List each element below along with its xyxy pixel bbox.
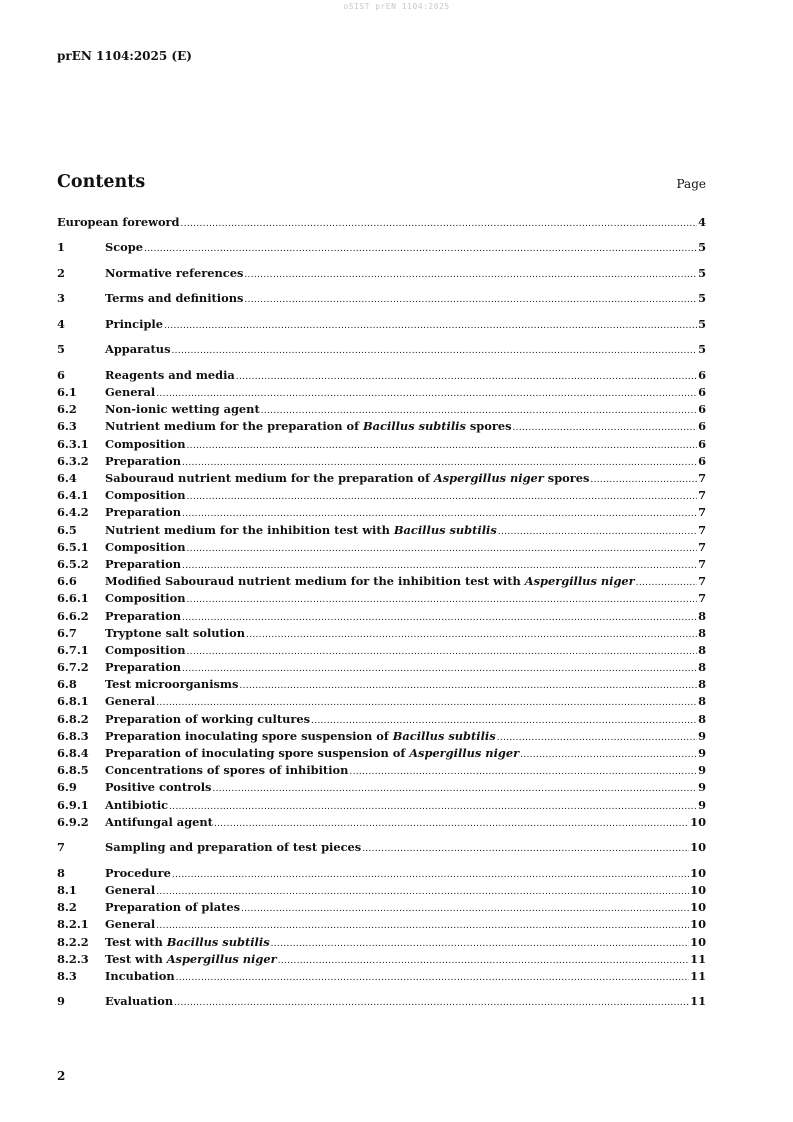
toc-entry-number: 6.3.2 xyxy=(57,453,89,468)
toc-title-text: General xyxy=(105,882,156,897)
toc-title-text: Composition xyxy=(105,539,186,554)
toc-entry[interactable] xyxy=(57,368,706,385)
toc-entry-title xyxy=(105,994,173,1008)
toc-entry[interactable] xyxy=(57,643,706,660)
contents-heading: Contents xyxy=(57,172,146,192)
toc-entry-title xyxy=(105,729,496,743)
toc-title-text: Nutrient medium for the preparation of xyxy=(105,419,363,434)
toc-entry-page: 8 xyxy=(698,642,706,657)
toc-title-text: General xyxy=(105,694,156,709)
toc-entry-title xyxy=(105,815,213,829)
toc-entry[interactable] xyxy=(57,342,706,359)
toc-entry[interactable] xyxy=(57,385,706,402)
toc-leader-dots xyxy=(497,729,697,743)
toc-entry-page: 7 xyxy=(698,505,706,520)
toc-leader-dots xyxy=(349,763,697,777)
toc-entry-page: 10 xyxy=(690,814,706,829)
toc-leader-dots xyxy=(187,488,698,502)
toc-entry[interactable] xyxy=(57,729,706,746)
toc-entry-title xyxy=(105,574,635,588)
toc-leader-dots xyxy=(172,342,698,356)
toc-entry-page: 8 xyxy=(698,711,706,726)
toc-entry-title xyxy=(105,900,240,914)
toc-entry-number: 6.8.2 xyxy=(57,711,89,726)
page-column-label: Page xyxy=(676,177,706,191)
toc-title-text: Scope xyxy=(105,240,143,255)
toc-entry-page: 10 xyxy=(690,917,706,932)
toc-entry[interactable] xyxy=(57,763,706,780)
toc-entry-page: 7 xyxy=(698,522,706,537)
toc-entry-title xyxy=(105,385,155,399)
toc-entry-number: 6.9.1 xyxy=(57,797,89,812)
toc-entry[interactable] xyxy=(57,523,706,540)
toc-entry[interactable] xyxy=(57,694,706,711)
toc-entry[interactable] xyxy=(57,540,706,557)
toc-entry-title xyxy=(105,798,168,812)
toc-entry-number: 8.3 xyxy=(57,968,77,983)
toc-leader-dots xyxy=(590,471,697,485)
toc-entry-title xyxy=(105,626,245,640)
toc-leader-dots xyxy=(187,540,698,554)
toc-title-text: Preparation of plates xyxy=(105,900,241,915)
toc-title-species: Aspergillus niger xyxy=(433,471,544,486)
toc-leader-dots xyxy=(182,660,697,674)
toc-entry-page: 4 xyxy=(698,215,706,229)
toc-leader-dots xyxy=(244,291,697,305)
toc-entry-number: 7 xyxy=(57,840,65,855)
toc-entry[interactable] xyxy=(57,471,706,488)
toc-entry-page: 10 xyxy=(690,934,706,949)
toc-entry[interactable] xyxy=(57,454,706,471)
toc-entry-title xyxy=(105,952,277,966)
toc-entry-number: 6.8.1 xyxy=(57,694,89,709)
toc-entry-number: 6.9 xyxy=(57,780,77,795)
toc-entry-title xyxy=(105,557,181,571)
toc-title-text: Preparation xyxy=(105,556,182,571)
toc-entry-number: 6.6.2 xyxy=(57,608,89,623)
toc-title-text: Concentrations of spores of inhibition xyxy=(105,763,349,778)
toc-title-species: Bacillus subtilis xyxy=(363,419,466,434)
toc-title-text: Tryptone salt solution xyxy=(105,625,246,640)
toc-entry-page: 5 xyxy=(698,265,706,280)
toc-entry-page: 8 xyxy=(698,660,706,675)
toc-leader-dots xyxy=(520,746,697,760)
toc-leader-dots xyxy=(214,815,689,829)
toc-entry-number: 3 xyxy=(57,291,65,306)
toc-leader-dots xyxy=(311,712,697,726)
toc-entry-page: 7 xyxy=(698,556,706,571)
toc-leader-dots xyxy=(172,866,689,880)
toc-leader-dots xyxy=(182,454,697,468)
toc-entry[interactable] xyxy=(57,609,706,626)
toc-leader-dots xyxy=(181,215,698,229)
toc-title-text: Incubation xyxy=(105,968,175,983)
toc-entry-page: 7 xyxy=(698,591,706,606)
toc-entry[interactable] xyxy=(57,798,706,815)
toc-entry[interactable] xyxy=(57,994,706,1011)
toc-title-text: Evaluation xyxy=(105,994,174,1009)
toc-entry-number: 6.6.1 xyxy=(57,591,89,606)
toc-title-text: Preparation xyxy=(105,660,182,675)
toc-leader-dots xyxy=(182,557,697,571)
toc-title-text: Modified Sabouraud nutrient medium for the inhibition test with xyxy=(105,574,525,589)
toc-entry-page: 5 xyxy=(698,342,706,357)
toc-entry-page: 9 xyxy=(698,728,706,743)
toc-entry[interactable] xyxy=(57,215,706,232)
toc-entry[interactable] xyxy=(57,574,706,591)
toc-entry-title xyxy=(105,917,155,931)
toc-entry-title xyxy=(105,840,361,854)
toc-entry-number: 1 xyxy=(57,240,65,255)
toc-leader-dots xyxy=(144,240,697,254)
toc-title-text: Test with xyxy=(105,934,167,949)
toc-entry-title xyxy=(105,763,348,777)
page-number: 2 xyxy=(57,1069,66,1083)
watermark: oSIST prEN 1104:2025 xyxy=(343,2,450,11)
toc-entry-page: 6 xyxy=(698,436,706,451)
toc-entry-number: 8.2.1 xyxy=(57,917,89,932)
toc-entry-page: 5 xyxy=(698,240,706,255)
toc-entry-title xyxy=(105,746,519,760)
toc-entry-number: 8.1 xyxy=(57,882,77,897)
toc-entry-title xyxy=(105,317,163,331)
toc-title-text: Apparatus xyxy=(105,342,171,357)
toc-title-text: Principle xyxy=(105,316,163,331)
toc-entry-page: 5 xyxy=(698,291,706,306)
toc-entry-page: 7 xyxy=(698,574,706,589)
toc-entry[interactable] xyxy=(57,883,706,900)
toc-entry[interactable] xyxy=(57,935,706,952)
toc-title-text: European foreword xyxy=(57,215,180,229)
toc-leader-dots xyxy=(261,402,697,416)
toc-entry[interactable] xyxy=(57,969,706,986)
toc-title-text: Procedure xyxy=(105,865,171,880)
toc-entry[interactable] xyxy=(57,317,706,334)
toc-title-text: Non-ionic wetting agent xyxy=(105,402,260,417)
toc-entry-page: 9 xyxy=(698,780,706,795)
toc-entry-number: 8.2 xyxy=(57,900,77,915)
toc-entry-number: 6.9.2 xyxy=(57,814,89,829)
toc-entry-number: 5 xyxy=(57,342,65,357)
toc-entry-page: 9 xyxy=(698,746,706,761)
toc-entry-page: 7 xyxy=(698,488,706,503)
toc-entry[interactable] xyxy=(57,437,706,454)
toc-entry[interactable] xyxy=(57,780,706,797)
toc-entry-number: 4 xyxy=(57,316,65,331)
toc-entry[interactable] xyxy=(57,840,706,857)
toc-leader-dots xyxy=(362,840,689,854)
toc-entry-number: 6.7 xyxy=(57,625,77,640)
toc-title-species: Bacillus subtilis xyxy=(166,934,270,949)
toc-entry-page: 8 xyxy=(698,625,706,640)
toc-entry[interactable] xyxy=(57,419,706,436)
toc-entry-title xyxy=(105,454,181,468)
toc-leader-dots xyxy=(156,917,689,931)
toc-leader-dots xyxy=(156,694,697,708)
toc-entry-title xyxy=(105,712,310,726)
toc-entry-title xyxy=(57,215,180,229)
toc-title-text: Antifungal agent xyxy=(105,814,213,829)
toc-entry-page: 8 xyxy=(698,608,706,623)
toc-entry-page: 6 xyxy=(698,453,706,468)
toc-entry-number: 6.8 xyxy=(57,677,77,692)
toc-entry-number: 8 xyxy=(57,865,65,880)
toc-entry-page: 5 xyxy=(698,316,706,331)
toc-title-suffix: spores xyxy=(543,471,590,486)
toc-title-text: General xyxy=(105,385,156,400)
toc-entry-number: 6.4 xyxy=(57,471,77,486)
toc-leader-dots xyxy=(187,437,698,451)
toc-title-text: Preparation xyxy=(105,453,182,468)
toc-entry-title xyxy=(105,291,243,305)
toc-entry-number: 6.4.2 xyxy=(57,505,89,520)
toc-leader-dots xyxy=(164,317,697,331)
toc-entry[interactable] xyxy=(57,488,706,505)
toc-entry-page: 11 xyxy=(690,951,706,966)
toc-title-text: Positive controls xyxy=(105,780,212,795)
toc-title-text: Preparation of working cultures xyxy=(105,711,311,726)
toc-entry[interactable] xyxy=(57,240,706,257)
toc-title-text: Sampling and preparation of test pieces xyxy=(105,840,362,855)
toc-entry[interactable] xyxy=(57,291,706,308)
toc-leader-dots xyxy=(241,900,689,914)
toc-entry[interactable] xyxy=(57,557,706,574)
toc-entry-title xyxy=(105,883,155,897)
toc-entry[interactable] xyxy=(57,626,706,643)
toc-entry-page: 6 xyxy=(698,402,706,417)
toc-entry-title xyxy=(105,935,270,949)
toc-title-text: Composition xyxy=(105,488,186,503)
toc-entry-title xyxy=(105,591,186,605)
toc-title-text: Preparation xyxy=(105,608,182,623)
toc-entry-page: 10 xyxy=(690,840,706,855)
toc-entry[interactable] xyxy=(57,660,706,677)
toc-title-text: General xyxy=(105,917,156,932)
toc-entry-number: 6.5 xyxy=(57,522,77,537)
toc-entry-title xyxy=(105,660,181,674)
toc-entry-page: 9 xyxy=(698,763,706,778)
toc-leader-dots xyxy=(239,677,697,691)
toc-title-text: Preparation inoculating spore suspension of xyxy=(105,728,393,743)
toc-entry-number: 6.8.5 xyxy=(57,763,89,778)
toc-entry-title xyxy=(105,866,171,880)
toc-title-text: Preparation xyxy=(105,505,182,520)
toc-entry[interactable] xyxy=(57,591,706,608)
toc-leader-dots xyxy=(236,368,697,382)
toc-title-species: Bacillus subtilis xyxy=(393,522,497,537)
toc-leader-dots xyxy=(244,266,697,280)
toc-entry-number: 6.7.2 xyxy=(57,660,89,675)
toc-leader-dots xyxy=(498,523,697,537)
toc-title-text: Normative references xyxy=(105,265,244,280)
toc-leader-dots xyxy=(156,883,689,897)
toc-title-suffix: spores xyxy=(465,419,512,434)
toc-entry-number: 6.8.3 xyxy=(57,728,89,743)
toc-title-text: Reagents and media xyxy=(105,367,235,382)
toc-entry-number: 6.5.2 xyxy=(57,556,89,571)
toc-entry-title xyxy=(105,523,497,537)
toc-entry-page: 8 xyxy=(698,694,706,709)
toc-entry-number: 9 xyxy=(57,994,65,1009)
toc-entry-page: 6 xyxy=(698,419,706,434)
toc-entry-title xyxy=(105,368,235,382)
toc-entry-number: 6.1 xyxy=(57,385,77,400)
toc-leader-dots xyxy=(636,574,697,588)
toc-entry-number: 6.6 xyxy=(57,574,77,589)
toc-entry-title xyxy=(105,402,260,416)
toc-entry-title xyxy=(105,694,155,708)
toc-entry-number: 6.3.1 xyxy=(57,436,89,451)
toc-entry-page: 6 xyxy=(698,367,706,382)
toc-entry-number: 2 xyxy=(57,265,65,280)
toc-leader-dots xyxy=(278,952,690,966)
toc-entry-number: 8.2.3 xyxy=(57,951,89,966)
toc-entry-page: 9 xyxy=(698,797,706,812)
toc-entry-title xyxy=(105,643,186,657)
toc-entry-page: 11 xyxy=(690,994,706,1009)
toc-title-text: Composition xyxy=(105,591,186,606)
toc-title-text: Antibiotic xyxy=(105,797,169,812)
toc-leader-dots xyxy=(246,626,697,640)
toc-leader-dots xyxy=(169,798,697,812)
toc-entry[interactable] xyxy=(57,266,706,283)
toc-entry-number: 6.3 xyxy=(57,419,77,434)
toc-entry-page: 10 xyxy=(690,900,706,915)
toc-entry-page: 7 xyxy=(698,539,706,554)
toc-entry[interactable] xyxy=(57,712,706,729)
toc-leader-dots xyxy=(513,419,698,433)
toc-entry-title xyxy=(105,240,143,254)
toc-entry-number: 6.5.1 xyxy=(57,539,89,554)
toc-title-text: Terms and definitions xyxy=(105,291,244,306)
toc-entry-number: 6.4.1 xyxy=(57,488,89,503)
toc-entry-page: 10 xyxy=(690,865,706,880)
toc-entry-number: 6.8.4 xyxy=(57,746,89,761)
toc-leader-dots xyxy=(174,994,689,1008)
toc-entry[interactable] xyxy=(57,917,706,934)
toc-title-species: Aspergillus niger xyxy=(524,574,635,589)
toc-entry-page: 7 xyxy=(698,471,706,486)
toc-entry-number: 6 xyxy=(57,367,65,382)
table-of-contents xyxy=(57,215,706,1012)
toc-entry-title xyxy=(105,540,186,554)
toc-entry[interactable] xyxy=(57,505,706,522)
toc-leader-dots xyxy=(187,643,698,657)
toc-leader-dots xyxy=(182,505,697,519)
toc-leader-dots xyxy=(271,935,690,949)
toc-entry-title xyxy=(105,437,186,451)
toc-title-species: Bacillus subtilis xyxy=(392,728,496,743)
toc-entry-number: 8.2.2 xyxy=(57,934,89,949)
toc-entry-page: 6 xyxy=(698,385,706,400)
toc-entry-title xyxy=(105,505,181,519)
toc-leader-dots xyxy=(212,780,697,794)
toc-leader-dots xyxy=(187,591,698,605)
toc-entry-title xyxy=(105,342,171,356)
toc-title-text: Composition xyxy=(105,642,186,657)
toc-entry[interactable] xyxy=(57,402,706,419)
toc-entry-title xyxy=(105,266,243,280)
toc-title-text: Sabouraud nutrient medium for the preparation of xyxy=(105,471,434,486)
toc-entry-number: 6.7.1 xyxy=(57,642,89,657)
toc-entry-title xyxy=(105,677,238,691)
toc-title-text: Composition xyxy=(105,436,186,451)
toc-entry-title xyxy=(105,419,512,433)
toc-entry-page: 8 xyxy=(698,677,706,692)
toc-entry-page: 10 xyxy=(690,882,706,897)
toc-entry-number: 6.2 xyxy=(57,402,77,417)
toc-entry-title xyxy=(105,609,181,623)
toc-entry-title xyxy=(105,471,589,485)
toc-title-text: Test microorganisms xyxy=(105,677,239,692)
toc-entry[interactable] xyxy=(57,952,706,969)
toc-title-text: Nutrient medium for the inhibition test with xyxy=(105,522,394,537)
toc-entry[interactable] xyxy=(57,900,706,917)
toc-title-text: Test with xyxy=(105,951,167,966)
toc-leader-dots xyxy=(176,969,690,983)
toc-entry[interactable] xyxy=(57,815,706,832)
toc-entry-title xyxy=(105,488,186,502)
toc-entry-title xyxy=(105,780,211,794)
toc-leader-dots xyxy=(182,609,697,623)
toc-entry[interactable] xyxy=(57,677,706,694)
toc-title-text: Preparation of inoculating spore suspension of xyxy=(105,746,410,761)
toc-entry-title xyxy=(105,969,175,983)
toc-entry-page: 11 xyxy=(690,968,706,983)
toc-title-species: Aspergillus niger xyxy=(166,951,277,966)
toc-title-species: Aspergillus niger xyxy=(409,746,520,761)
toc-leader-dots xyxy=(156,385,697,399)
toc-entry[interactable] xyxy=(57,866,706,883)
document-id: prEN 1104:2025 (E) xyxy=(57,49,192,63)
toc-entry[interactable] xyxy=(57,746,706,763)
